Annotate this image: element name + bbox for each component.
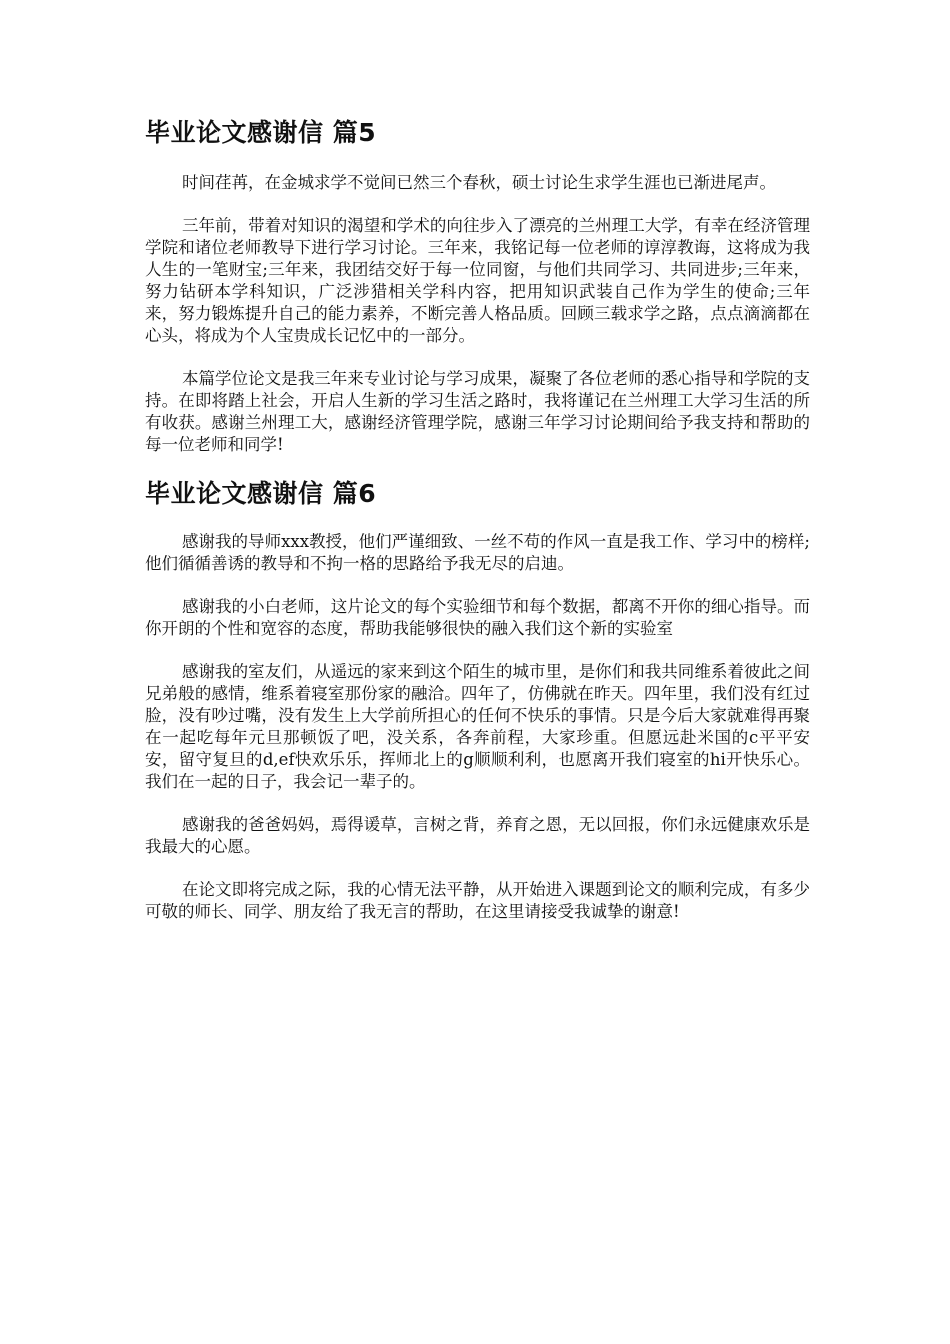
paragraph: 感谢我的小白老师，这片论文的每个实验细节和每个数据，都离不开你的细心指导。而你开朗的个性和宽容的态度，帮助我能够很快的融入我们这个新的实验室: [145, 597, 810, 638]
paragraph: 感谢我的导师xxx教授，他们严谨细致、一丝不苟的作风一直是我工作、学习中的榜样;他们循循善诱的教导和不拘一格的思路给予我无尽的启迪。: [145, 532, 810, 573]
paragraph: 感谢我的爸爸妈妈，焉得谖草，言树之背，养育之恩，无以回报，你们永远健康欢乐是我最大的心愿。: [145, 815, 810, 856]
paragraph: 时间荏苒，在金城求学不觉间已然三个春秋，硕士讨论生求学生涯也已渐进尾声。: [182, 173, 776, 192]
paragraph: 在论文即将完成之际，我的心情无法平静，从开始进入课题到论文的顺利完成，有多少可敬的师长、同学、朋友给了我无言的帮助，在这里请接受我诚挚的谢意!: [145, 880, 810, 921]
paragraph: 感谢我的室友们，从遥远的家来到这个陌生的城市里，是你们和我共同维系着彼此之间兄弟般的感情，维系着寝室那份家的融洽。四年了，仿佛就在昨天。四年里，我们没有红过脸，没有吵过嘴，没有发生上大学前所担心的任何不快乐的事情。只是今后大家就难得再聚在一起吃每年元旦那顿饭了吧，没关系，各奔前程，大家珍重。但愿远赴米国的c平平安安，留守复旦的d,ef快欢乐乐，挥师北上的g顺顺利利，也愿离开我们寝室的hi开快乐心。我们在一起的日子，我会记一辈子的。: [145, 662, 810, 791]
paragraph: 本篇学位论文是我三年来专业讨论与学习成果，凝聚了各位老师的悉心指导和学院的支持。在即将踏上社会，开启人生新的学习生活之路时，我将谨记在兰州理工大学习生活的所有收获。感谢兰州理工大，感谢经济管理学院，感谢三年学习讨论期间给予我支持和帮助的每一位老师和同学!: [145, 369, 810, 454]
section-title: 毕业论文感谢信 篇6: [145, 479, 377, 508]
paragraph: 三年前，带着对知识的渴望和学术的向往步入了漂亮的兰州理工大学，有幸在经济管理学院和诸位老师教导下进行学习讨论。三年来，我铭记每一位老师的谆淳教诲，这将成为我人生的一笔财宝;三年来，我团结交好于每一位同窗，与他们共同学习、共同进步;三年来，努力钻研本学科知识，广泛涉猎相关学科内容，把用知识武装自己作为学生的使命;三年来，努力锻炼提升自己的能力素养，不断完善人格品质。回顾三载求学之路，点点滴滴都在心头，将成为个人宝贵成长记忆中的一部分。: [145, 216, 810, 345]
section-title: 毕业论文感谢信 篇5: [145, 118, 377, 147]
document-page: [145, 112, 810, 944]
